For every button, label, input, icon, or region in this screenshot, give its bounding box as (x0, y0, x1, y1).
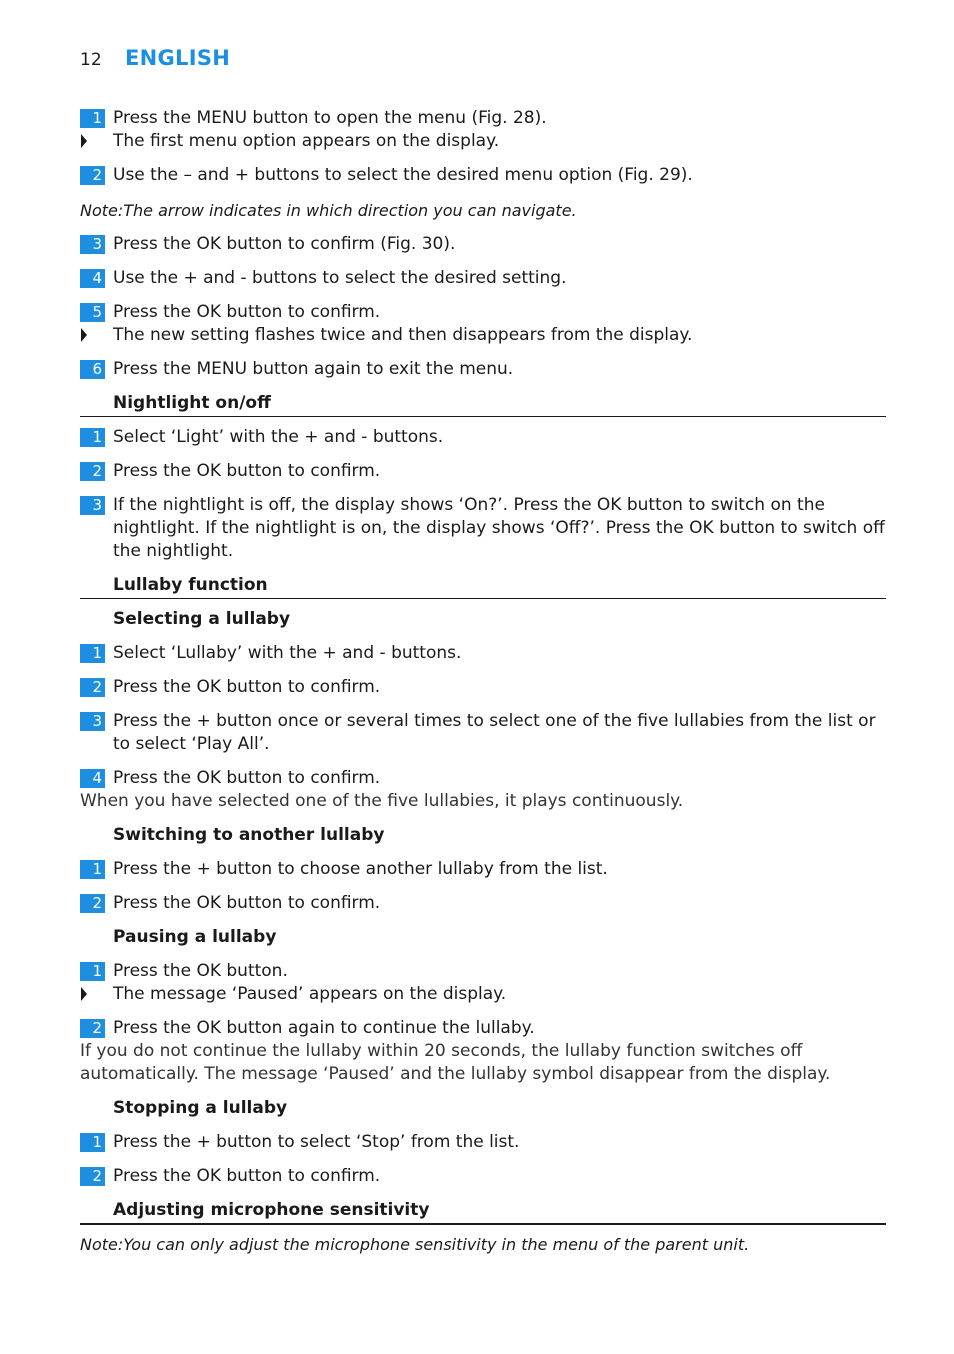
step-text: Press the OK button. (113, 961, 288, 981)
heading-text: Stopping a lullaby (113, 1098, 288, 1118)
step-text: Press the OK button to confirm. (113, 893, 381, 913)
heading-text: Switching to another lullaby (113, 825, 385, 845)
step-number: 4 (80, 769, 105, 788)
step-text: Press the OK button to confirm (Fig. 30). (113, 234, 456, 254)
step-number: 2 (80, 1167, 105, 1186)
step-text: Press the + button to select ‘Stop’ from the list. (113, 1132, 520, 1152)
selecting-step-3 (80, 710, 886, 756)
step-number: 5 (80, 303, 105, 322)
selecting-lullaby-heading (80, 608, 886, 631)
stopping-step-2 (80, 1165, 886, 1188)
pausing-info: If you do not continue the lullaby within 20 seconds, the lullaby function switches off automatically. The message ‘Paused’ and the lullaby symbol disappear from the display. (80, 1041, 831, 1084)
menu-step-6 (80, 358, 886, 381)
step-number: 2 (80, 678, 105, 697)
step-number: 3 (80, 712, 105, 731)
step-number: 3 (80, 496, 105, 515)
language-title: ENGLISH (125, 46, 231, 70)
step-number: 3 (80, 235, 105, 254)
menu-step-4 (80, 267, 886, 290)
menu-step-3 (80, 233, 886, 256)
step-text: Press the OK button to confirm. (113, 302, 381, 322)
step-number: 1 (80, 962, 105, 981)
menu-step-1 (80, 107, 886, 130)
switching-lullaby-heading (80, 824, 886, 847)
step-number: 2 (80, 462, 105, 481)
step-number: 4 (80, 269, 105, 288)
selecting-info: When you have selected one of the five lullabies, it plays continuously. (80, 791, 684, 811)
step-number: 1 (80, 109, 105, 128)
lullaby-function-heading (80, 574, 886, 599)
nightlight-step-3 (80, 494, 886, 563)
pausing-lullaby-heading (80, 926, 886, 949)
result-arrow-icon (81, 328, 87, 342)
heading-text: Selecting a lullaby (113, 609, 291, 629)
step-number: 1 (80, 428, 105, 447)
switching-step-2 (80, 892, 886, 915)
stopping-lullaby-heading (80, 1097, 886, 1120)
nightlight-step-1 (80, 426, 886, 449)
step-text: Use the + and - buttons to select the desired setting. (113, 268, 567, 288)
result-text: The first menu option appears on the display. (113, 131, 500, 151)
heading-text: Pausing a lullaby (113, 927, 277, 947)
nightlight-heading (80, 392, 886, 417)
microphone-sensitivity-heading (80, 1199, 886, 1225)
result-arrow-icon (81, 134, 87, 148)
step-text: Select ‘Lullaby’ with the + and - buttons. (113, 643, 462, 663)
navigation-note: Note:The arrow indicates in which direction you can navigate. (80, 201, 577, 220)
step-number: 2 (80, 894, 105, 913)
result-text: The message ‘Paused’ appears on the display. (113, 984, 507, 1004)
step-text: Use the – and + buttons to select the desired menu option (Fig. 29). (113, 165, 693, 185)
step-text: Press the MENU button to open the menu (Fig. 28). (113, 108, 547, 128)
nightlight-step-2 (80, 460, 886, 483)
pausing-step-1-result (80, 983, 886, 1006)
step-text: Press the OK button to confirm. (113, 1166, 381, 1186)
step-text: Press the OK button to confirm. (113, 461, 381, 481)
selecting-step-1 (80, 642, 886, 665)
step-text: Press the + button once or several times to select one of the five lullabies from the list or to select ‘Play All’. (113, 711, 876, 754)
microphone-note: Note:You can only adjust the microphone sensitivity in the menu of the parent unit. (80, 1235, 750, 1254)
step-text: Press the OK button to confirm. (113, 768, 381, 788)
step-number: 6 (80, 360, 105, 379)
step-number: 1 (80, 860, 105, 879)
menu-step-2 (80, 164, 886, 187)
page-number: 12 (80, 50, 102, 70)
step-text: Press the OK button to confirm. (113, 677, 381, 697)
menu-step-5-result (80, 324, 886, 347)
heading-text: Nightlight on/off (113, 393, 271, 413)
menu-step-5 (80, 301, 886, 324)
heading-text: Adjusting microphone sensitivity (113, 1200, 430, 1220)
stopping-step-1 (80, 1131, 886, 1154)
switching-step-1 (80, 858, 886, 881)
step-text: If the nightlight is off, the display shows ‘On?’. Press the OK button to switch on the nightlight. If the nightlight is on, the display shows ‘Off?’. Press the OK button to switch off the nightlight. (113, 495, 885, 561)
step-text: Select ‘Light’ with the + and - buttons. (113, 427, 444, 447)
heading-text: Lullaby function (113, 575, 268, 595)
step-text: Press the OK button again to continue the lullaby. (113, 1018, 535, 1038)
step-number: 2 (80, 1019, 105, 1038)
step-text: Press the + button to choose another lullaby from the list. (113, 859, 608, 879)
step-number: 2 (80, 166, 105, 185)
menu-step-1-result (80, 130, 886, 153)
step-number: 1 (80, 1133, 105, 1152)
pausing-step-2 (80, 1017, 886, 1040)
selecting-step-2 (80, 676, 886, 699)
pausing-step-1 (80, 960, 886, 983)
step-text: Press the MENU button again to exit the menu. (113, 359, 514, 379)
selecting-step-4 (80, 767, 886, 790)
result-text: The new setting flashes twice and then disappears from the display. (113, 325, 693, 345)
result-arrow-icon (81, 987, 87, 1001)
step-number: 1 (80, 644, 105, 663)
